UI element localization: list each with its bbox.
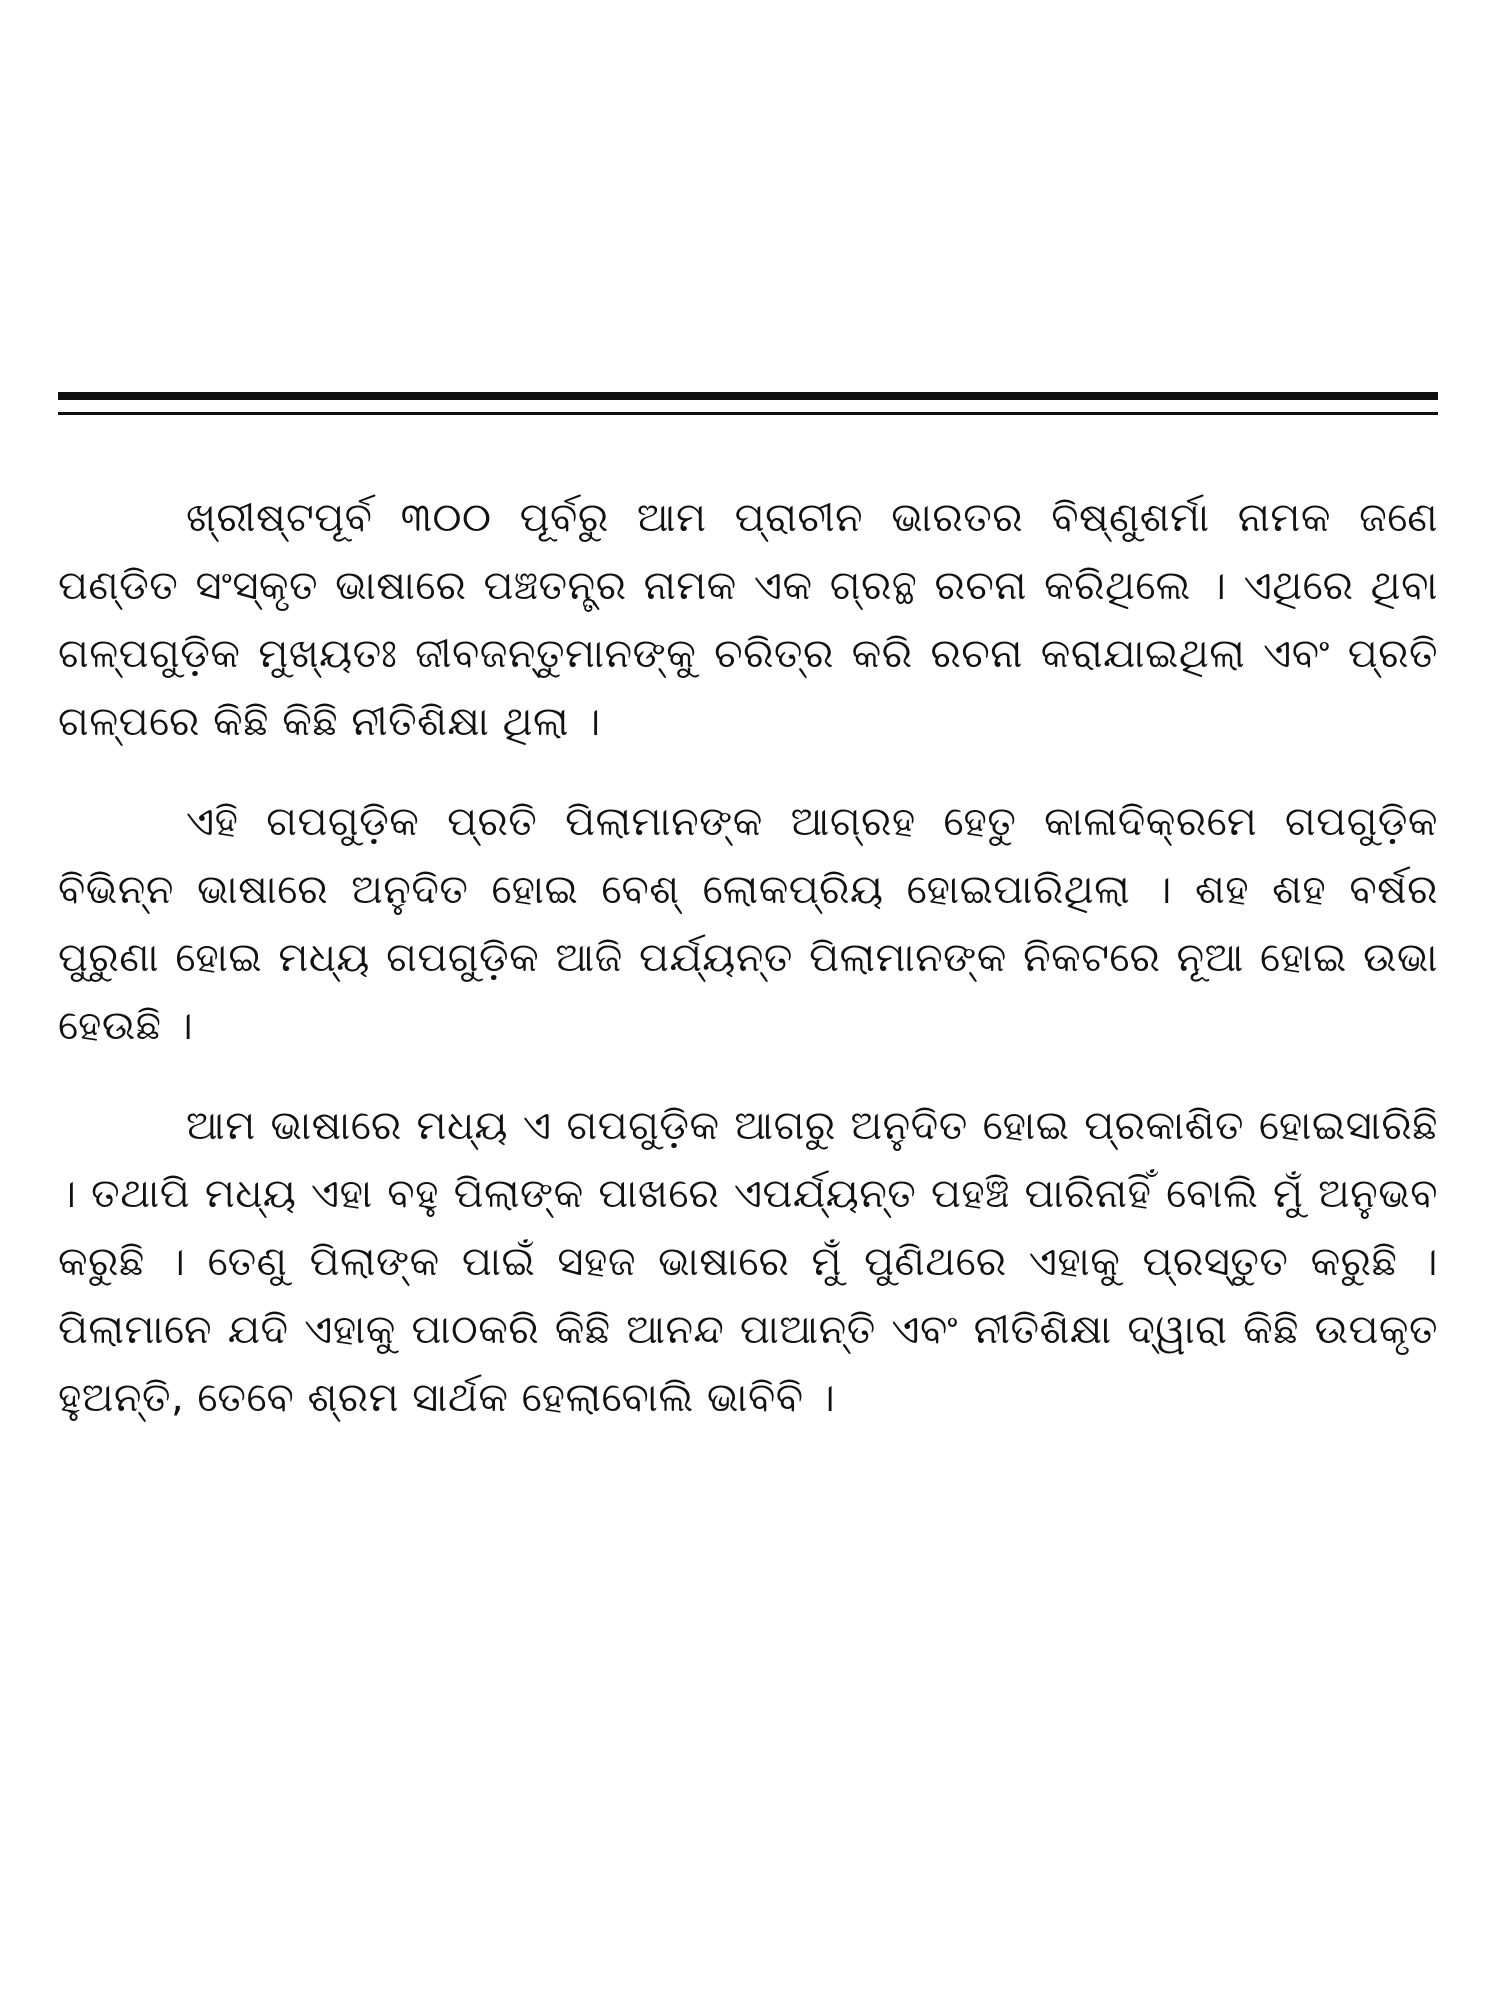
paragraph-2: ଏହି ଗପଗୁଡ଼ିକ ପ୍ରତି ପିଲାମାନଙ୍କ ଆଗ୍ରହ ହେତୁ କାଳାଦିକ୍ରମେ ଗପଗୁଡ଼ିକ ବିଭିନ୍ନ ଭାଷାରେ ଅନୁଦିତ ହୋଇ ବେଶ୍ ଲୋକପ୍ରିୟ ହୋଇପାରିଥିଲା । ଶହ ଶହ ବର୍ଷର ପୁରୁଣା ହୋଇ ମଧ୍ୟ ଗପଗୁଡ଼ିକ ଆଜି ପର୍ଯ୍ୟନ୍ତ ପିଲାମାନଙ୍କ ନିକଟରେ ନୂଆ ହୋଇ ଉଭା ହେଉଛି । [58, 799, 1438, 1049]
paragraph-1: ଖ୍ରୀଷ୍ଟପୂର୍ବ ୩୦୦ ପୂର୍ବରୁ ଆମ ପ୍ରାଚୀନ ଭାରତର ବିଷ୍ଣୁଶର୍ମା ନାମକ ଜଣେ ପଣ୍ଡିତ ସଂସ୍କୃତ ଭାଷାରେ ପଞ୍ଚତନ୍ତ୍ର ନାମକ ଏକ ଗ୍ରନ୍ଥ ରଚନା କରିଥିଲେ । ଏଥିରେ ଥିବା ଗଳ୍ପଗୁଡ଼ିକ ମୁଖ୍ୟତଃ ଜୀବଜନ୍ତୁମାନଙ୍କୁ ଚରିତ୍ର କରି ରଚନା କରାଯାଇଥିଲା ଏବଂ ପ୍ରତି ଗଳ୍ପରେ କିଛି କିଛି ନୀତିଶିକ୍ଷା ଥିଲା । [58, 495, 1438, 745]
preface-body [58, 484, 1438, 1432]
paragraph-3: ଆମ ଭାଷାରେ ମଧ୍ୟ ଏ ଗପଗୁଡ଼ିକ ଆଗରୁ ଅନୁଦିତ ହୋଇ ପ୍ରକାଶିତ ହୋଇସାରିଛି । ତଥାପି ମଧ୍ୟ ଏହା ବହୁ ପିଲାଙ୍କ ପାଖରେ ଏପର୍ଯ୍ୟନ୍ତ ପହଞ୍ଚି ପାରିନାହିଁ ବୋଲି ମୁଁ ଅନୁଭବ କରୁଛି । ତେଣୁ ପିଲାଙ୍କ ପାଇଁ ସହଜ ଭାଷାରେ ମୁଁ ପୁଣିଥରେ ଏହାକୁ ପ୍ରସ୍ତୁତ କରୁଛି । ପିଲାମାନେ ଯଦି ଏହାକୁ ପାଠକରି କିଛି ଆନନ୍ଦ ପାଆନ୍ତି ଏବଂ ନୀତିଶିକ୍ଷା ଦ୍ୱାରା କିଛି ଉପକୃତ ହୁଅନ୍ତି, ତେବେ ଶ୍ରମ ସାର୍ଥକ ହେଲାବୋଲି ଭାବିବି । [58, 1103, 1438, 1421]
header-rule-thick [58, 392, 1438, 400]
header-rule-thin [58, 412, 1438, 415]
